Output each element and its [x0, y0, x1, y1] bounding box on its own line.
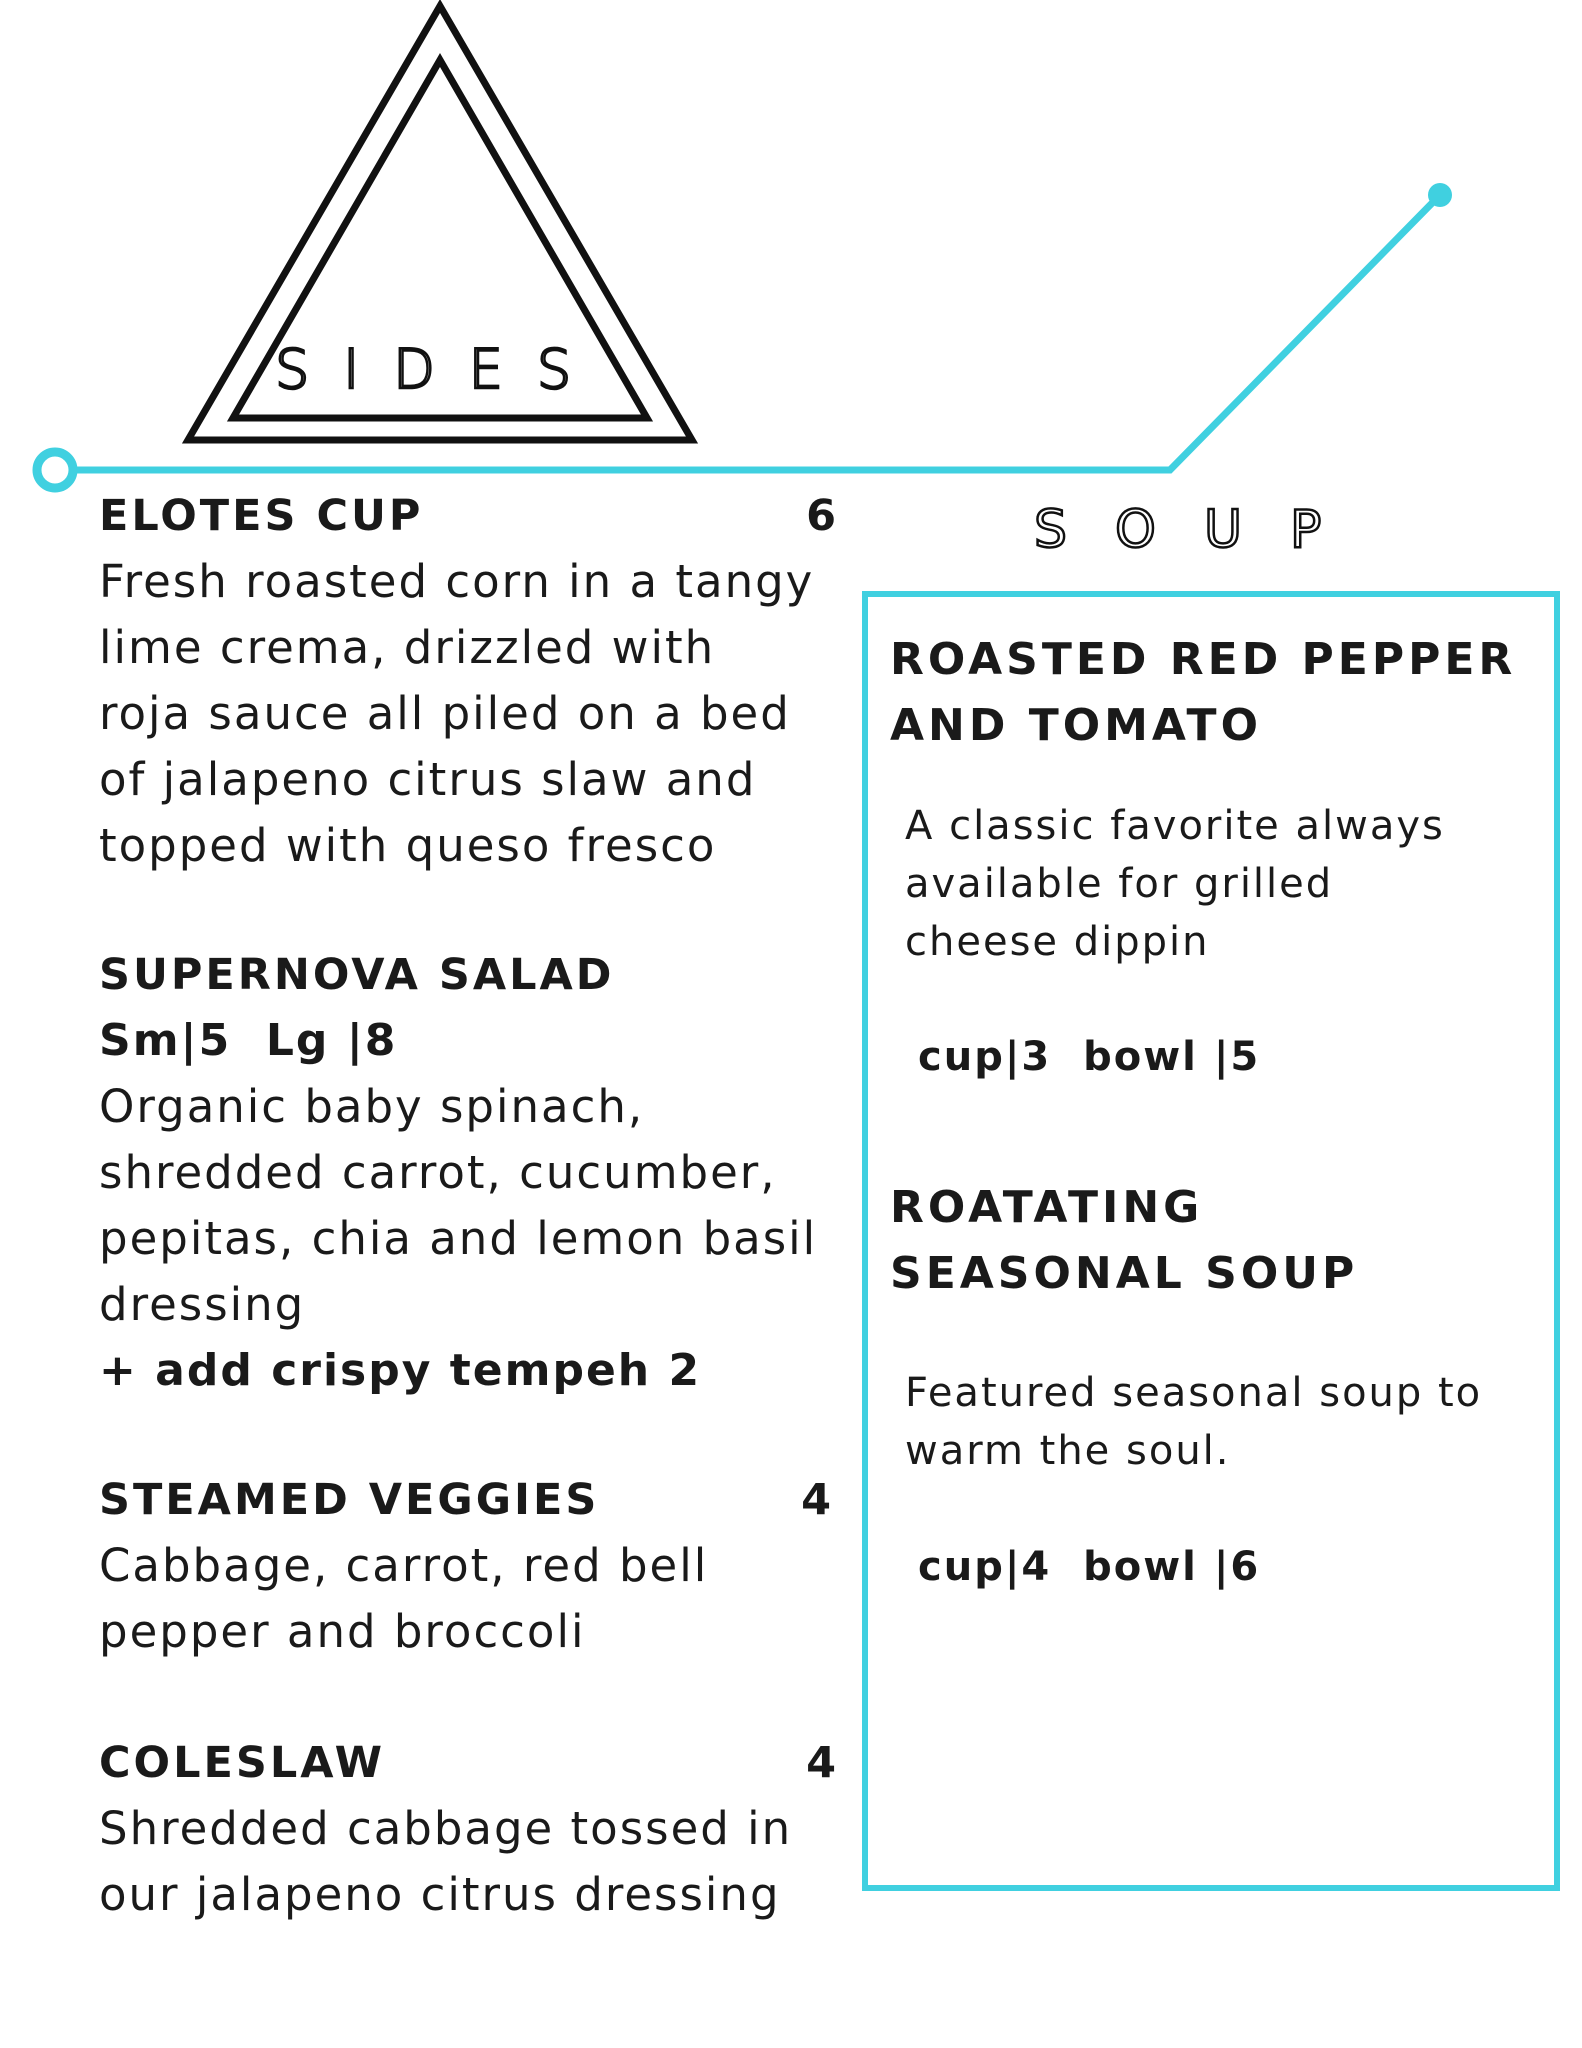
accent-line-start-dot [37, 452, 73, 488]
item-addon: + add crispy tempeh 2 [99, 1345, 702, 1396]
item-description: Organic baby spinach, shredded carrot, cucumber, pepitas, chia and lemon basil dressing [99, 1080, 818, 1331]
item-name: STEAMED VEGGIES [99, 1475, 600, 1525]
soup-price: cup|3 bowl |5 [918, 1034, 1261, 1080]
accent-line [55, 195, 1440, 470]
side-item-elotes [99, 483, 859, 879]
item-price: 6 [806, 491, 839, 541]
item-name: ELOTES CUP [99, 491, 424, 541]
accent-line-end-dot [1428, 183, 1452, 207]
item-price: 4 [806, 1738, 839, 1788]
item-description: Fresh roasted corn in a tangy lime crema, drizzled with roja sauce all piled on a bed of jalapeno citrus slaw and topped with queso fresco [99, 555, 815, 872]
soup-name-seasonal: ROATATING SEASONAL SOUP [890, 1182, 1359, 1299]
sides-header: SIDES [275, 338, 606, 401]
soup-header: SOUP [1034, 500, 1370, 560]
soup-description: Featured seasonal soup to warm the soul. [905, 1370, 1483, 1474]
item-description: Shredded cabbage tossed in our jalapeno citrus dressing [99, 1802, 793, 1921]
side-item-supernova-salad [99, 942, 859, 1404]
item-price: 4 [801, 1475, 834, 1525]
item-name: COLESLAW [99, 1738, 386, 1788]
soup-price: cup|4 bowl |6 [918, 1544, 1261, 1590]
item-description: Cabbage, carrot, red bell pepper and broccoli [99, 1539, 709, 1658]
side-item-steamed-veggies [99, 1467, 859, 1665]
item-sizes: Sm|5 Lg |8 [99, 1015, 398, 1066]
soup-name-roasted-red-pepper: ROASTED RED PEPPER AND TOMATO [890, 634, 1517, 751]
side-item-coleslaw [99, 1730, 859, 1928]
soup-description: A classic favorite always available for grilled cheese dippin [905, 803, 1445, 965]
item-name: SUPERNOVA SALAD [99, 950, 615, 1000]
